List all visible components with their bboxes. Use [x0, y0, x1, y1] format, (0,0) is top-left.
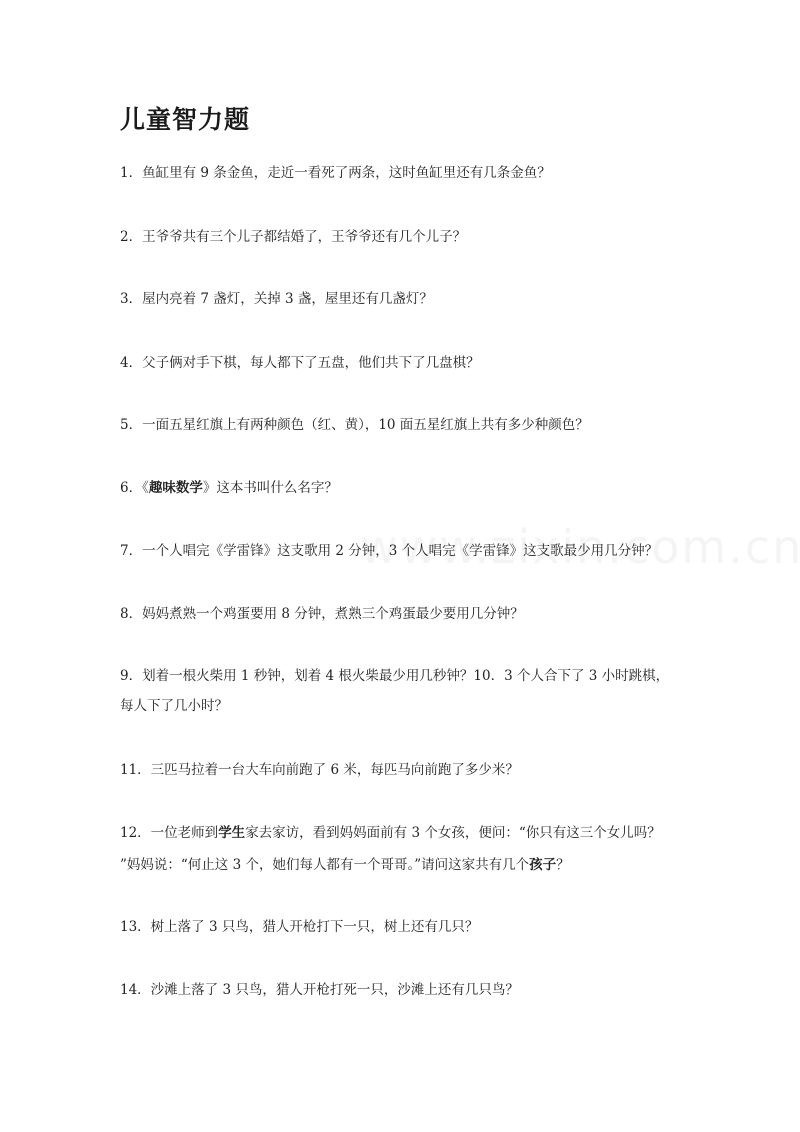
question-12-text-a: 12．一位老师到	[120, 825, 219, 841]
question-9-10-line-2: 每人下了几小时？	[120, 698, 228, 714]
question-12-text-d: ？	[556, 857, 570, 873]
question-9-10-line-1: 9．划着一根火柴用 1 秒钟，划着 4 根火柴最少用几秒钟？10．3 个人合下了 3 小时跳棋，	[120, 668, 670, 684]
question-12-text-c: ”妈妈说：“何止这 3 个，她们每人都有一个哥哥。”请问这家共有几个	[120, 857, 530, 873]
question-8: 8．妈妈煮熟一个鸡蛋要用 8 分钟，煮熟三个鸡蛋最少要用几分钟？	[120, 606, 524, 622]
question-2: 2．王爷爷共有三个儿子都结婚了，王爷爷还有几个儿子？	[120, 229, 467, 245]
question-6-suffix: 》这本书叫什么名字？	[202, 480, 338, 496]
question-11: 11．三匹马拉着一台大车向前跑了 6 米，每匹马向前跑了多少米？	[120, 762, 519, 778]
question-12-bold-student: 学生	[218, 825, 246, 841]
question-7: 7．一个人唱完《学雷锋》这支歌用 2 分钟，3 个人唱完《学雷锋》这支歌最少用几分钟？	[120, 543, 659, 559]
question-5: 5．一面五星红旗上有两种颜色（红、黄），10 面五星红旗上共有多少种颜色？	[120, 417, 589, 433]
question-13: 13．树上落了 3 只鸟，猎人开枪打下一只，树上还有几只？	[120, 919, 479, 935]
question-6	[120, 473, 690, 503]
question-12-line-1	[120, 818, 690, 848]
question-12-bold-children: 孩子	[529, 857, 557, 873]
question-6-prefix: 6．《	[120, 480, 149, 496]
question-4: 4．父子俩对手下棋，每人都下了五盘，他们共下了几盘棋？	[120, 355, 480, 371]
question-14: 14．沙滩上落了 3 只鸟，猎人开枪打死一只，沙滩上还有几只鸟？	[120, 982, 519, 998]
question-3: 3．屋内亮着 7 盏灯，关掉 3 盏，屋里还有几盏灯？	[120, 291, 433, 307]
question-6-book-title: 趣味数学	[148, 480, 203, 496]
question-12-text-b: 家去家访，看到妈妈面前有 3 个女孩，便问：“你只有这三个女儿吗？	[245, 825, 661, 841]
question-12-line-2	[120, 850, 690, 880]
document-title: 儿童智力题	[120, 105, 251, 134]
question-1: 1．鱼缸里有 9 条金鱼，走近一看死了两条，这时鱼缸里还有几条金鱼？	[120, 165, 551, 181]
